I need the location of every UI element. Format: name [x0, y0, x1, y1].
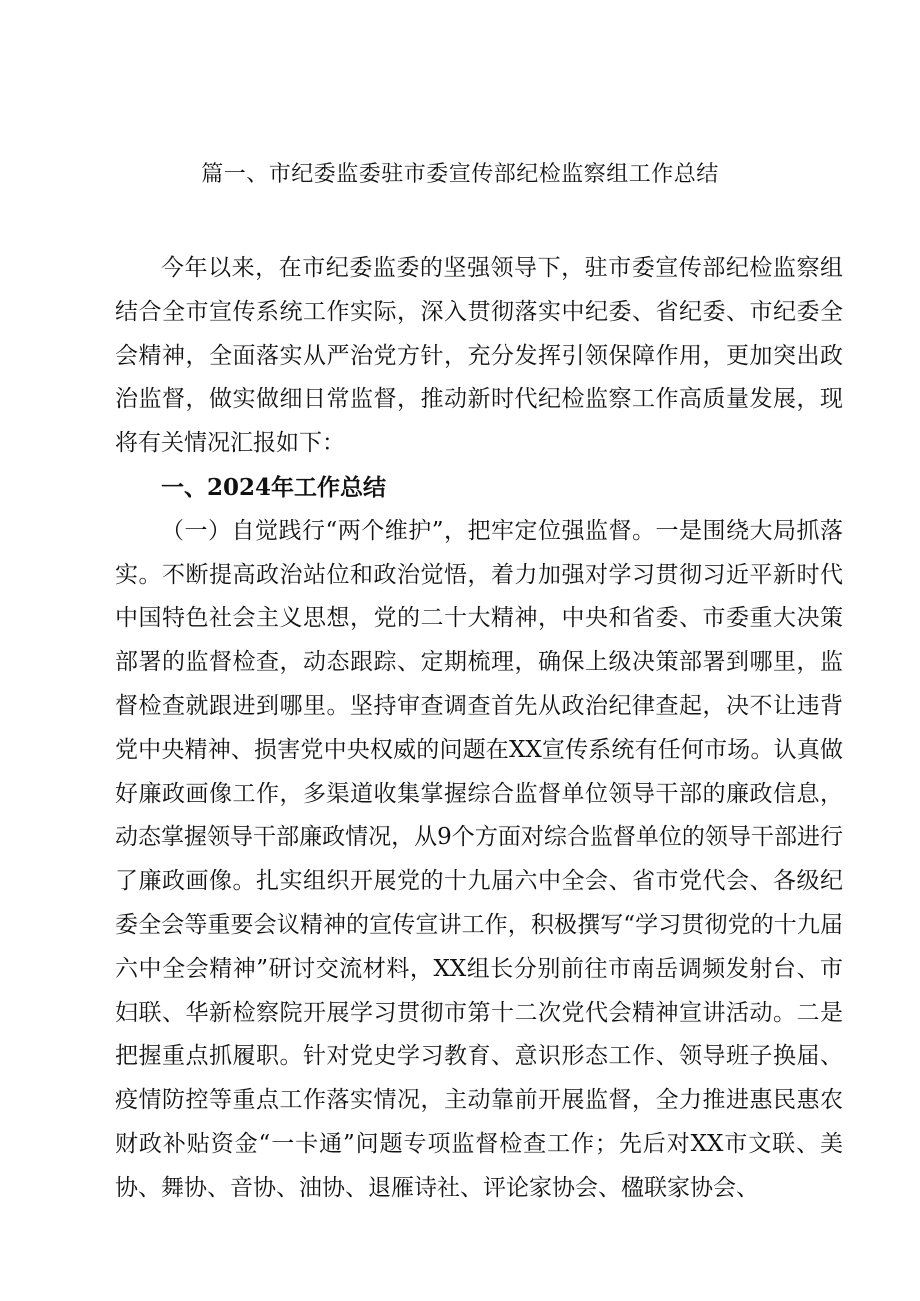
section-heading: 一、2024年工作总结 — [161, 473, 387, 501]
document-title: 篇一、市纪委监委驻市委宣传部纪检监察组工作总结 — [201, 162, 719, 187]
intro-paragraph: 今年以来，在市纪委监委的坚强领导下，驻市委宣传部纪检监察组结合全市宣传系统工作实际，深入贯彻落实中纪委、省纪委、市纪委全会精神，全面落实从严治党方针，充分发挥引领保障作用，更加突出政治监督，做实做细日常监督，推动新时代纪检监察工作高质量发展，现将有关情况汇报如下： — [115, 255, 843, 457]
section-paragraph: （一）自觉践行“两个维护”，把牢定位强监督。一是围绕大局抓落实。不断提高政治站位和政治觉悟，着力加强对学习贯彻习近平新时代中国特色社会主义思想，党的二十大精神，中央和省委、市委重大决策部署的监督检查，动态跟踪、定期梳理，确保上级决策部署到哪里，监督检查就跟进到哪里。坚持审查调查首先从政治纪律查起，决不让违背党中央精神、损害党中央权威的问题在XX宣传系统有任何市场。认真做好廉政画像工作，多渠道收集掌握综合监督单位领导干部的廉政信息，动态掌握领导干部廉政情况，从9个方面对综合监督单位的领导干部进行了廉政画像。扎实组织开展党的十九届六中全会、省市党代会、各级纪委全会等重要会议精神的宣传宣讲工作，积极撰写“学习贯彻党的十九届六中全会精神”研讨交流材料，XX组长分别前往市南岳调频发射台、市妇联、华新检察院开展学习贯彻市第十二次党代会精神宣讲活动。二是把握重点抓履职。针对党史学习教育、意识形态工作、领导班子换届、疫情防控等重点工作落实情况，主动靠前开展监督，全力推进惠民惠农财政补贴资金“一卡通”问题专项监督检查工作；先后对XX市文联、美协、舞协、音协、油协、退雁诗社、评论家协会、楹联家协会、 — [115, 517, 843, 1201]
document-body — [115, 247, 843, 1211]
